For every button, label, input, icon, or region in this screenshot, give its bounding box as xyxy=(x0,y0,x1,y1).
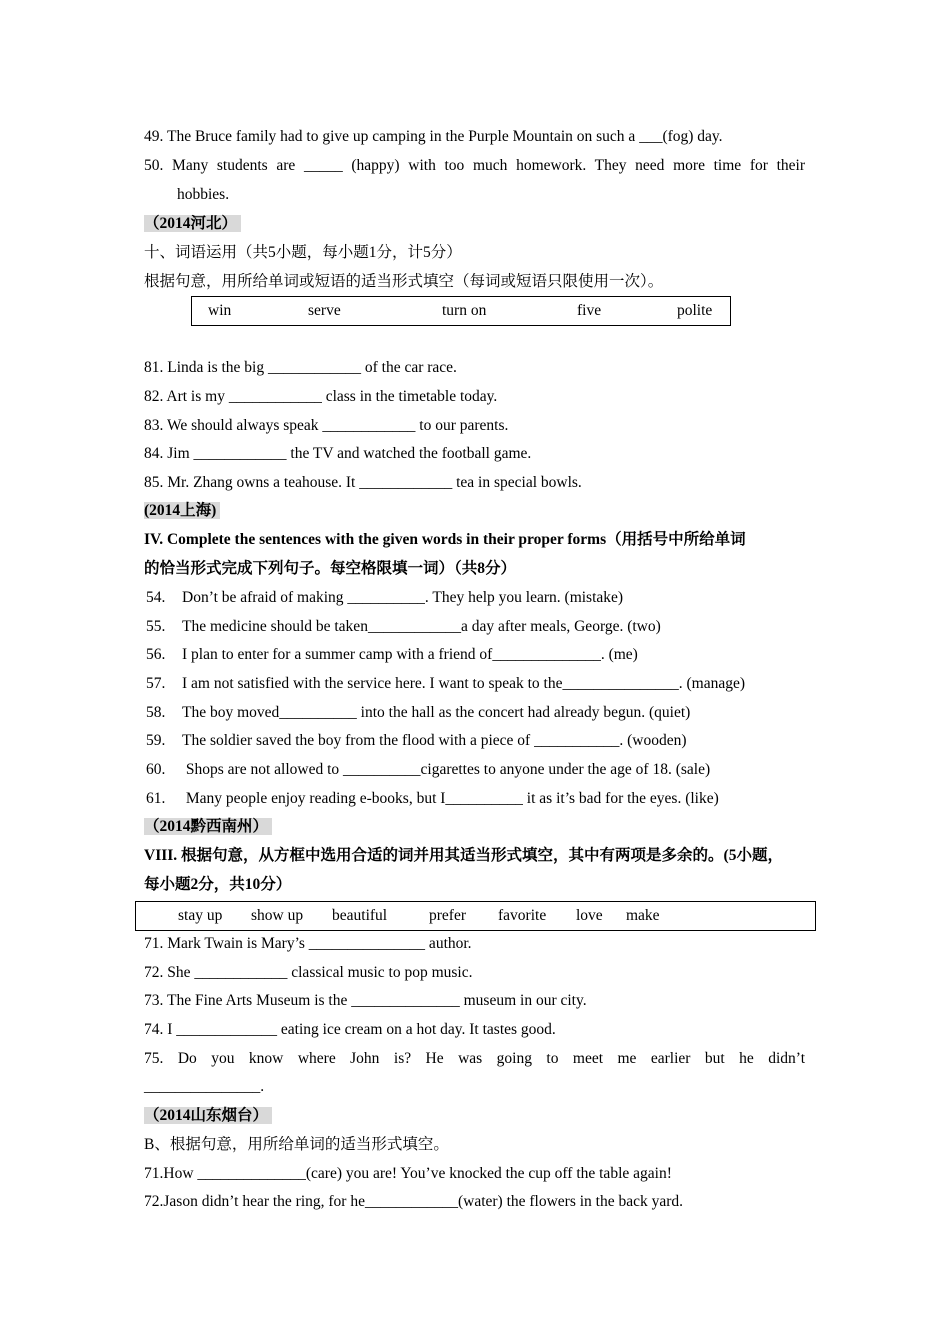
word-option: turn on xyxy=(442,302,487,319)
question-72: 72. She ____________ classical music to pop music. xyxy=(144,964,473,981)
question-50-cont: hobbies. xyxy=(177,186,230,203)
question-74: 74. I _____________ eating ice cream on a hot day. It tastes good. xyxy=(144,1021,556,1038)
question-58: 58. The boy moved__________ into the hall as the concert had already begun. (quiet) xyxy=(146,704,691,721)
word-option: show up xyxy=(251,907,304,924)
question-50: 50. Many students are _____ (happy) with too much homework. They need more time for their xyxy=(144,157,806,174)
question-75-cont: _______________. xyxy=(144,1078,265,1095)
section-title-yantai: B、根据句意，用所给单词的适当形式填空。 xyxy=(144,1136,449,1153)
word-box-qianxinan xyxy=(135,901,816,931)
question-81: 81. Linda is the big ____________ of the car race. xyxy=(144,359,457,376)
question-55: 55. The medicine should be taken____________a day after meals, George. (two) xyxy=(146,618,661,635)
word-option: prefer xyxy=(429,907,466,924)
question-57: 57. I am not satisfied with the service here. I want to speak to the_______________. (manage) xyxy=(146,675,746,692)
question-61: 61. Many people enjoy reading e-books, but I__________ it as it’s bad for the eyes. (like) xyxy=(146,790,719,807)
section-title-qianxinan-line1: VIII. 根据句意，从方框中选用合适的词并用其适当形式填空，其中有两项是多余的。(5小题， xyxy=(144,847,783,864)
question-72-yantai: 72.Jason didn’t hear the ring, for he____________(water) the flowers in the back yard. xyxy=(144,1193,684,1210)
word-option: serve xyxy=(308,302,341,319)
question-54: 54. Don’t be afraid of making __________. They help you learn. (mistake) xyxy=(146,589,624,606)
section-title-qianxinan-line2: 每小题2分，共10分） xyxy=(144,876,292,893)
blank: ___ xyxy=(639,128,663,145)
word-box-hebei xyxy=(191,296,731,326)
section-instruction-hebei: 根据句意，用所给单词或短语的适当形式填空（每词或短语只限使用一次）。 xyxy=(144,273,664,290)
word-option: polite xyxy=(677,302,713,319)
question-71-yantai: 71.How ______________(care) you are! You’ve knocked the cup off the table again! xyxy=(144,1165,672,1182)
question-60: 60. Shops are not allowed to __________cigarettes to anyone under the age of 18. (sale) xyxy=(146,761,711,778)
section-tag-qianxinan: （2014黔西南州） xyxy=(144,817,272,837)
word-option: beautiful xyxy=(332,907,388,924)
question-83: 83. We should always speak ____________ to our parents. xyxy=(144,417,509,434)
question-71: 71. Mark Twain is Mary’s _______________ author. xyxy=(144,935,472,952)
section-title-shanghai-line2: 的恰当形式完成下列句子。每空格限填一词）（共8分） xyxy=(144,560,517,577)
word-option: stay up xyxy=(178,907,223,924)
section-title-hebei: 十、词语运用（共5小题，每小题1分，计5分） xyxy=(144,244,462,261)
section-tag-hebei: （2014河北） xyxy=(144,214,241,234)
question-84: 84. Jim ____________ the TV and watched the football game. xyxy=(144,445,532,462)
section-tag-yantai: （2014山东烟台） xyxy=(144,1106,272,1126)
blank: _____ xyxy=(303,157,343,174)
word-option: favorite xyxy=(498,907,547,924)
question-56: 56. I plan to enter for a summer camp with a friend of______________. (me) xyxy=(146,646,638,663)
word-option: win xyxy=(208,302,232,319)
word-option: five xyxy=(577,302,602,319)
word-option: love xyxy=(576,907,603,924)
question-82: 82. Art is my ____________ class in the timetable today. xyxy=(144,388,498,405)
question-75: 75. Do you know where John is? He was going to meet me earlier but he didn’t xyxy=(144,1050,805,1067)
word-option: make xyxy=(626,907,660,924)
section-tag-shanghai: (2014上海) xyxy=(144,501,220,521)
question-85: 85. Mr. Zhang owns a teahouse. It ____________ tea in special bowls. xyxy=(144,474,582,491)
question-49: 49. The Bruce family had to give up camping in the Purple Mountain on such a ___(fog) day. xyxy=(144,128,723,145)
question-59: 59. The soldier saved the boy from the flood with a piece of ___________. (wooden) xyxy=(146,732,687,749)
section-title-shanghai-line1: IV. Complete the sentences with the given words in their proper forms（用括号中所给单词 xyxy=(144,531,746,548)
question-73: 73. The Fine Arts Museum is the ______________ museum in our city. xyxy=(144,992,587,1009)
